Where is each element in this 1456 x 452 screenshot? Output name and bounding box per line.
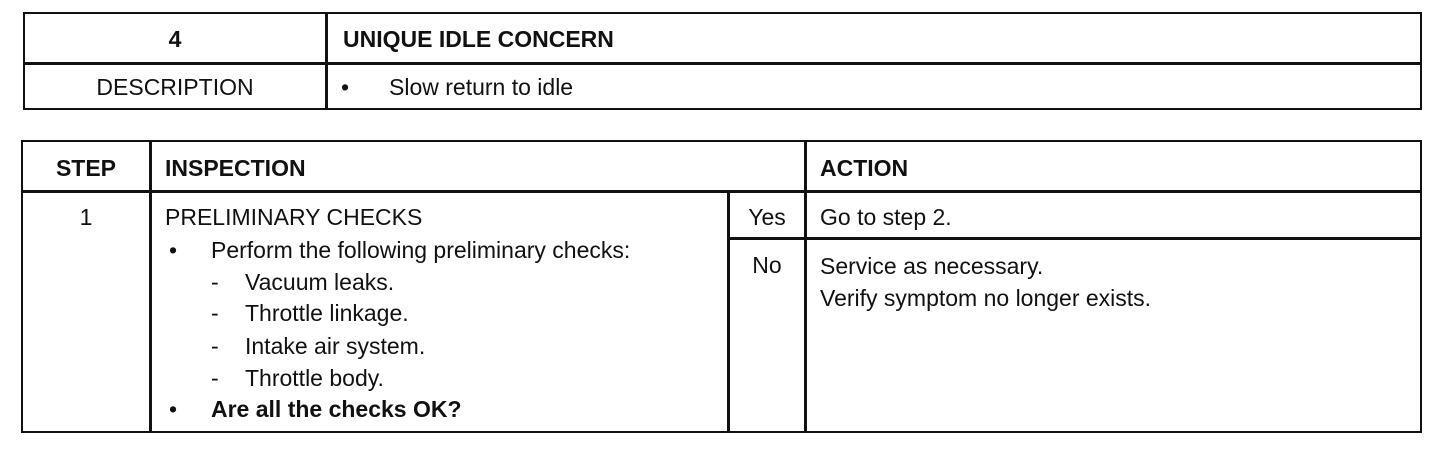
description-text: Slow return to idle bbox=[389, 74, 574, 100]
check-dash: - bbox=[211, 300, 219, 326]
check-dash: - bbox=[211, 365, 219, 391]
check-dash: - bbox=[211, 269, 219, 295]
concern-table bbox=[23, 12, 1422, 110]
check-dash: - bbox=[211, 333, 219, 359]
header-action: ACTION bbox=[820, 155, 909, 181]
check-item: Throttle body. bbox=[245, 365, 384, 391]
no-action-line: Service as necessary. bbox=[820, 253, 1044, 279]
header-row-divider bbox=[23, 190, 1420, 193]
instruction-text: Perform the following preliminary checks: bbox=[211, 237, 631, 263]
yes-no-divider bbox=[727, 237, 1420, 240]
check-item: Throttle linkage. bbox=[245, 300, 409, 326]
header-inspection: INSPECTION bbox=[165, 155, 306, 181]
yes-label: Yes bbox=[748, 204, 786, 230]
action-column-divider bbox=[804, 142, 807, 431]
inspection-title: PRELIMINARY CHECKS bbox=[165, 204, 423, 230]
question-bullet: • bbox=[169, 396, 178, 422]
check-item: Vacuum leaks. bbox=[245, 269, 395, 295]
instruction-bullet: • bbox=[169, 237, 178, 263]
no-action-line: Verify symptom no longer exists. bbox=[820, 285, 1152, 311]
concern-table-divider bbox=[325, 14, 328, 108]
step-table bbox=[21, 140, 1422, 433]
header-step: STEP bbox=[55, 155, 117, 181]
step-number: 1 bbox=[79, 204, 93, 230]
step-column-divider bbox=[149, 142, 152, 431]
yes-action: Go to step 2. bbox=[820, 204, 952, 230]
check-item: Intake air system. bbox=[245, 333, 426, 359]
concern-number: 4 bbox=[168, 26, 182, 52]
concern-table-row-divider bbox=[25, 62, 1420, 65]
question-text: Are all the checks OK? bbox=[211, 396, 462, 422]
no-label: No bbox=[752, 252, 782, 278]
concern-title: UNIQUE IDLE CONCERN bbox=[343, 26, 614, 52]
description-bullet: • bbox=[341, 74, 350, 100]
description-label: DESCRIPTION bbox=[96, 74, 254, 100]
